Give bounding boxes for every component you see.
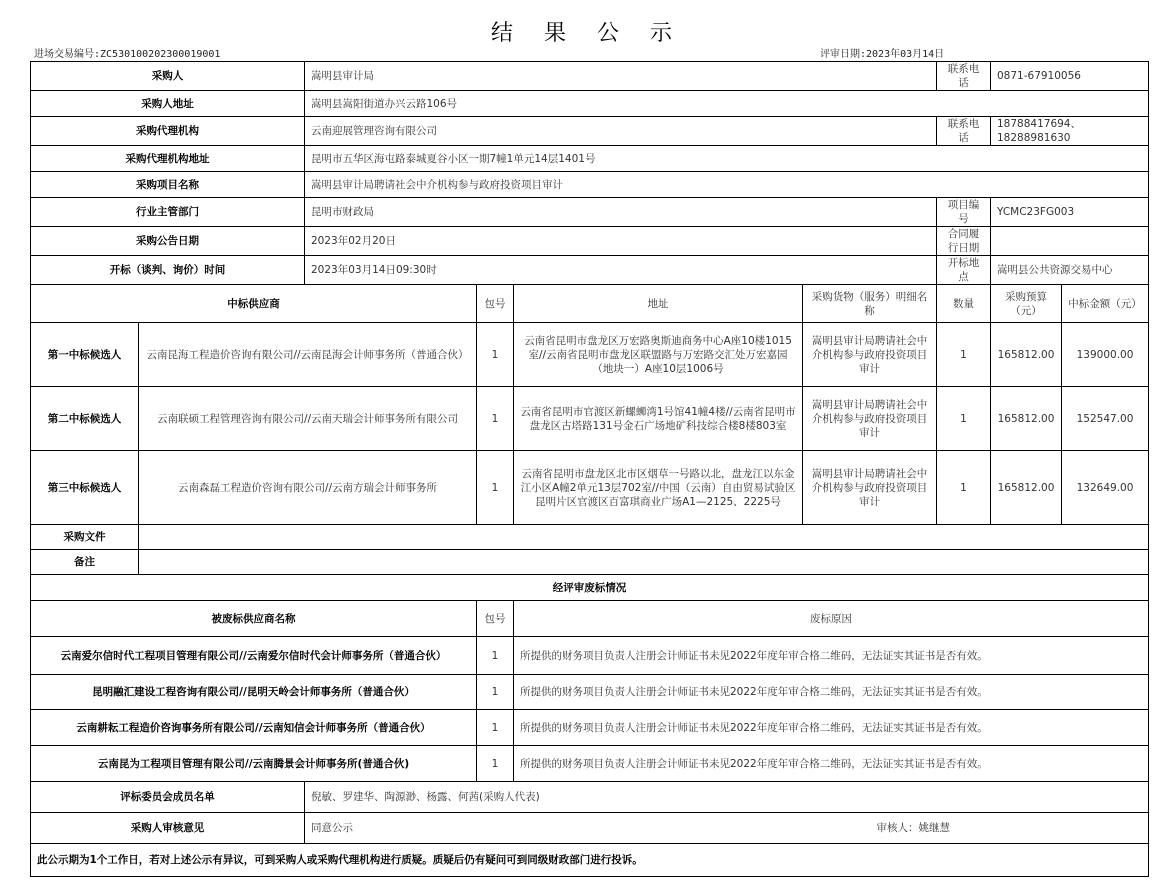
- bidders-header-qty: 数量: [937, 285, 991, 323]
- disqualified-name: 云南爱尔信时代工程项目管理有限公司//云南爱尔信时代会计师事务所（普通合伙）: [31, 637, 477, 675]
- docs-label: 采购文件: [31, 525, 139, 550]
- candidate-amount: 152547.00: [1062, 387, 1149, 451]
- disqualified-pkg: 1: [477, 637, 514, 675]
- candidate-pkg: 1: [477, 323, 514, 387]
- bidders-header-row: [31, 285, 1149, 323]
- open-place-label: 开标地点: [937, 256, 991, 285]
- disqualified-name: 云南耕耘工程造价咨询事务所有限公司//云南知信会计师事务所（普通合伙）: [31, 710, 477, 746]
- opinion-value: 同意公示: [311, 822, 353, 834]
- notice-date-value: 2023年02月20日: [305, 227, 937, 256]
- disqualified-title-row: [31, 575, 1149, 601]
- candidate-pkg: 1: [477, 451, 514, 525]
- candidate-pkg: 1: [477, 387, 514, 451]
- disqualified-pkg: 1: [477, 710, 514, 746]
- opinion-label: 采购人审核意见: [31, 813, 305, 844]
- dept-label: 行业主管部门: [31, 198, 305, 227]
- row-purchaser-address: [31, 91, 1149, 117]
- row-agency-address: [31, 146, 1149, 172]
- row-footer: [31, 844, 1149, 877]
- candidate-name: 云南昆海工程造价咨询有限公司//云南昆海会计师事务所（普通合伙）: [139, 323, 477, 387]
- purchaser-value: 嵩明县审计局: [305, 62, 937, 91]
- page-title: 结 果 公 示: [491, 21, 684, 46]
- purchaser-phone-value: 0871-67910056: [991, 62, 1149, 91]
- disqualified-header-row: [31, 601, 1149, 637]
- candidate-qty: 1: [937, 387, 991, 451]
- committee-label: 评标委员会成员名单: [31, 782, 305, 813]
- disqualified-reason: 所提供的财务项目负责人注册会计师证书未见2022年度年审合格二维码，无法证实其证书是否有效。: [514, 710, 1149, 746]
- candidate-rank: 第三中标候选人: [31, 451, 139, 525]
- candidate-address: 云南省昆明市盘龙区万宏路奥斯迪商务中心A座10楼1015室//云南省昆明市盘龙区联盟路与万宏路交汇处万宏嘉园（地块一）A座10层1006号: [514, 323, 803, 387]
- open-time-value: 2023年03月14日09:30时: [305, 256, 937, 285]
- opinion-cell: [305, 813, 1149, 844]
- bidders-header-budget: 采购预算（元）: [991, 285, 1062, 323]
- notice-date-label: 采购公告日期: [31, 227, 305, 256]
- candidate-qty: 1: [937, 323, 991, 387]
- disqualified-pkg: 1: [477, 746, 514, 782]
- agency-phone-value: 18788417694、18288981630: [991, 117, 1149, 146]
- bidders-header-address: 地址: [514, 285, 803, 323]
- row-purchaser: [31, 62, 1149, 91]
- bidders-header-goods: 采购货物（服务）明细名称: [803, 285, 937, 323]
- table-row: [31, 675, 1149, 710]
- row-committee: [31, 782, 1149, 813]
- purchaser-address-label: 采购人地址: [31, 91, 305, 117]
- row-open-time: [31, 256, 1149, 285]
- disqualified-header-reason: 废标原因: [514, 601, 1149, 637]
- candidate-name: 云南联硕工程管理咨询有限公司//云南天瑞会计师事务所有限公司: [139, 387, 477, 451]
- disqualified-reason: 所提供的财务项目负责人注册会计师证书未见2022年度年审合格二维码，无法证实其证书是否有效。: [514, 746, 1149, 782]
- remarks-label: 备注: [31, 550, 139, 575]
- bidders-header-supplier: 中标供应商: [31, 285, 477, 323]
- candidate-budget: 165812.00: [991, 323, 1062, 387]
- candidate-goods: 嵩明县审计局聘请社会中介机构参与政府投资项目审计: [803, 387, 937, 451]
- purchaser-address-value: 嵩明县嵩阳街道办兴云路106号: [305, 91, 1149, 117]
- bidders-header-pkg: 包号: [477, 285, 514, 323]
- table-row: [31, 451, 1149, 525]
- agency-address-label: 采购代理机构地址: [31, 146, 305, 172]
- candidate-rank: 第一中标候选人: [31, 323, 139, 387]
- table-row: [31, 323, 1149, 387]
- contract-date-value: [991, 227, 1149, 256]
- footer-note: 此公示期为1个工作日，若对上述公示有异议，可到采购人或采购代理机构进行质疑。质疑后仍有疑问可到同级财政部门进行投诉。: [31, 844, 1149, 877]
- project-label: 采购项目名称: [31, 172, 305, 198]
- remarks-value: [139, 550, 1149, 575]
- disqualified-header-name: 被废标供应商名称: [31, 601, 477, 637]
- trade-number: 进场交易编号:ZC530100202300019001: [34, 49, 221, 60]
- disqualified-name: 云南昆为工程项目管理有限公司//云南腾景会计师事务所(普通合伙): [31, 746, 477, 782]
- candidate-amount: 139000.00: [1062, 323, 1149, 387]
- dept-value: 昆明市财政局: [305, 198, 937, 227]
- candidate-name: 云南森磊工程造价咨询有限公司//云南方瑞会计师事务所: [139, 451, 477, 525]
- open-place-value: 嵩明县公共资源交易中心: [991, 256, 1149, 285]
- review-date: 评审日期:2023年03月14日: [820, 49, 945, 60]
- row-remarks: [31, 550, 1149, 575]
- candidate-rank: 第二中标候选人: [31, 387, 139, 451]
- table-row: [31, 746, 1149, 782]
- table-row: [31, 387, 1149, 451]
- candidate-qty: 1: [937, 451, 991, 525]
- agency-label: 采购代理机构: [31, 117, 305, 146]
- disqualified-reason: 所提供的财务项目负责人注册会计师证书未见2022年度年审合格二维码，无法证实其证书是否有效。: [514, 675, 1149, 710]
- candidate-address: 云南省昆明市盘龙区北市区烟草一号路以北，盘龙江以东金江小区A幢2单元13层702室//中国（云南）自由贸易试验区昆明片区官渡区百富琪商业广场A1—2125、2225号: [514, 451, 803, 525]
- disqualified-section-title: 经评审废标情况: [31, 575, 1149, 601]
- candidate-amount: 132649.00: [1062, 451, 1149, 525]
- candidate-goods: 嵩明县审计局聘请社会中介机构参与政府投资项目审计: [803, 451, 937, 525]
- candidate-goods: 嵩明县审计局聘请社会中介机构参与政府投资项目审计: [803, 323, 937, 387]
- row-docs: [31, 525, 1149, 550]
- candidate-budget: 165812.00: [991, 387, 1062, 451]
- candidate-address: 云南省昆明市官渡区新螺蛳湾1号馆41幢4楼//云南省昆明市盘龙区古塔路131号金石广场地矿科技综合楼8楼803室: [514, 387, 803, 451]
- purchaser-label: 采购人: [31, 62, 305, 91]
- agency-value: 云南迎展管理咨询有限公司: [305, 117, 937, 146]
- agency-phone-label: 联系电话: [937, 117, 991, 146]
- row-agency: [31, 117, 1149, 146]
- table-row: [31, 710, 1149, 746]
- agency-address-value: 昆明市五华区海屯路泰城夏谷小区一期7幢1单元14层1401号: [305, 146, 1149, 172]
- committee-value: 倪敏、罗建华、陶源渺、杨露、何茜(采购人代表): [305, 782, 1149, 813]
- project-value: 嵩明县审计局聘请社会中介机构参与政府投资项目审计: [305, 172, 1149, 198]
- project-no-label: 项目编号: [937, 198, 991, 227]
- disqualified-header-pkg: 包号: [477, 601, 514, 637]
- row-notice-date: [31, 227, 1149, 256]
- disqualified-reason: 所提供的财务项目负责人注册会计师证书未见2022年度年审合格二维码，无法证实其证书是否有效。: [514, 637, 1149, 675]
- table-row: [31, 637, 1149, 675]
- reviewer: 审核人：姚继慧: [876, 822, 950, 834]
- contract-date-label: 合同履行日期: [937, 227, 991, 256]
- purchaser-phone-label: 联系电话: [937, 62, 991, 91]
- docs-value: [139, 525, 1149, 550]
- disqualified-name: 昆明融汇建设工程咨询有限公司//昆明天岭会计师事务所（普通合伙）: [31, 675, 477, 710]
- row-dept: [31, 198, 1149, 227]
- bidders-header-amount: 中标金额（元）: [1062, 285, 1149, 323]
- row-project: [31, 172, 1149, 198]
- open-time-label: 开标（谈判、询价）时间: [31, 256, 305, 285]
- result-table: [30, 61, 1149, 877]
- project-no-value: YCMC23FG003: [991, 198, 1149, 227]
- row-opinion: [31, 813, 1149, 844]
- candidate-budget: 165812.00: [991, 451, 1062, 525]
- disqualified-pkg: 1: [477, 675, 514, 710]
